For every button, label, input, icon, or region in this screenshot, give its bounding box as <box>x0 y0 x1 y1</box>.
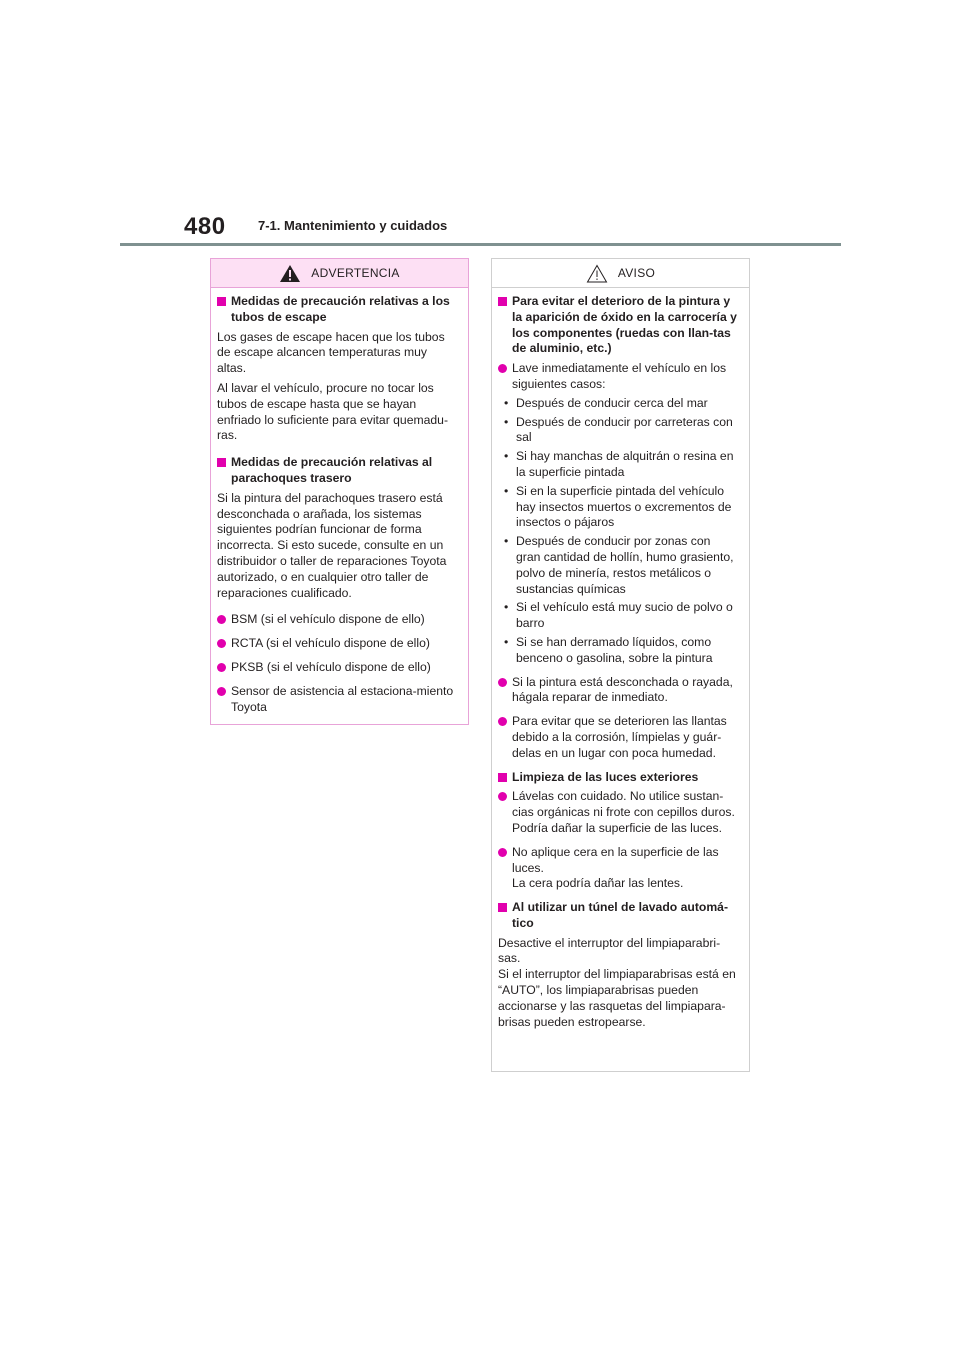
bullet-icon: • <box>504 395 509 410</box>
sub-list-item: • Si se han derramado líquidos, como benceno o gasolina, sobre la pintura <box>504 634 713 665</box>
notice-box-title: AVISO <box>617 266 656 280</box>
sub-list-item: • Si hay manchas de alquitrán o resina en la superficie pintada <box>504 449 734 479</box>
circle-bullet-icon <box>498 678 507 687</box>
list-item-text: Podría dañar la superficie de las luces. <box>512 820 723 835</box>
bullet-icon: • <box>504 483 509 498</box>
list-item <box>498 845 737 892</box>
list-item: Lave inmediatamente el vehículo en los siguientes casos: <box>498 361 737 393</box>
square-bullet-icon <box>217 297 226 306</box>
list-item: BSM (si el vehículo dispone de ello) <box>217 612 456 628</box>
sub-list-item: • Después de conducir por carreteras con sal <box>504 414 733 445</box>
paragraph: Los gases de escape hacen que los tubos de escape alcancen temperaturas muy altas. <box>217 329 445 376</box>
circle-bullet-icon <box>217 639 226 648</box>
notice-box <box>491 258 750 1072</box>
list-item: RCTA (si el vehículo dispone de ello) <box>217 636 456 652</box>
warning-triangle-icon <box>279 264 301 283</box>
section-heading: Limpieza de las luces exteriores <box>498 770 737 786</box>
list-item: Para evitar que se deterioren las llantas debido a la corrosión, límpielas y guár-delas en un lugar con poca humedad. <box>498 714 737 761</box>
warning-box <box>210 258 469 725</box>
section-heading: Medidas de precaución relativas al parachoques trasero <box>217 455 456 487</box>
warning-box-body <box>217 288 456 715</box>
section-heading: Al utilizar un túnel de lavado automá-tico <box>498 900 737 932</box>
list-item <box>498 789 737 836</box>
circle-bullet-icon <box>498 792 507 801</box>
warning-box-title: ADVERTENCIA <box>311 266 400 280</box>
square-bullet-icon <box>498 773 507 782</box>
bullet-icon: • <box>504 449 509 464</box>
paragraph: Si la pintura del parachoques trasero está desconchada o arañada, los sistemas siguientes podrían funcionar de forma incorrecta. Si esto sucede, consulte en un distribuidor o taller de reparaciones Toyota autorizado, o en cualquier otro taller de reparaciones cualificado. <box>217 490 447 600</box>
list-item: PKSB (si el vehículo dispone de ello) <box>217 660 456 676</box>
circle-bullet-icon <box>217 687 226 696</box>
square-bullet-icon <box>498 297 507 306</box>
square-bullet-icon <box>217 458 226 467</box>
circle-bullet-icon <box>498 364 507 373</box>
sub-list-item: • Después de conducir por zonas con gran cantidad de hollín, humo grasiento, polvo de minería, restos metálicos o sustancias químicas <box>504 534 734 596</box>
sub-list-item: • Si en la superficie pintada del vehículo hay insectos muertos o excrementos de insectos o pájaros <box>504 483 732 530</box>
bullet-icon: • <box>504 534 509 549</box>
bullet-icon: • <box>504 634 509 649</box>
notice-box-header <box>492 259 749 288</box>
page-number: 480 <box>184 213 226 240</box>
warning-box-header <box>211 259 468 288</box>
list-item-text: Lávelas con cuidado. No utilice sustan-cias orgánicas ni frote con cepillos duros. <box>512 789 735 820</box>
caution-triangle-icon <box>586 264 608 283</box>
sub-list-item: • Si el vehículo está muy sucio de polvo o barro <box>504 600 733 631</box>
section-heading: Medidas de precaución relativas a los tubos de escape <box>217 294 456 326</box>
paragraph: Desactive el interruptor del limpiaparabri-sas. Si el interruptor del limpiaparabrisas está en “AUTO”, los limpiaparabrisas pueden accionarse y las rasquetas del limpiapara-brisas pueden estropearse. <box>498 935 736 1029</box>
sub-list-item: • Después de conducir cerca del mar <box>504 395 708 410</box>
bullet-icon: • <box>504 600 509 615</box>
circle-bullet-icon <box>217 663 226 672</box>
list-item: Sensor de asistencia al estaciona-miento Toyota <box>217 684 456 716</box>
circle-bullet-icon <box>217 615 226 624</box>
circle-bullet-icon <box>498 717 507 726</box>
header-rule <box>120 243 841 246</box>
list-item-text: No aplique cera en la superficie de las luces. <box>512 844 719 875</box>
section-title: 7-1. Mantenimiento y cuidados <box>258 218 448 233</box>
list-item-text: La cera podría dañar las lentes. <box>512 876 684 891</box>
list-item: Si la pintura está desconchada o rayada, hágala reparar de inmediato. <box>498 675 737 707</box>
square-bullet-icon <box>498 903 507 912</box>
notice-box-body <box>498 288 737 1030</box>
section-heading: Para evitar el deterioro de la pintura y la aparición de óxido en la carrocería y los componentes (ruedas con llan-tas de aluminio, etc.) <box>498 294 737 357</box>
bullet-icon: • <box>504 414 509 429</box>
paragraph: Al lavar el vehículo, procure no tocar los tubos de escape hasta que se hayan enfriado lo suficiente para evitar quemadu-ras. <box>217 380 449 443</box>
circle-bullet-icon <box>498 848 507 857</box>
